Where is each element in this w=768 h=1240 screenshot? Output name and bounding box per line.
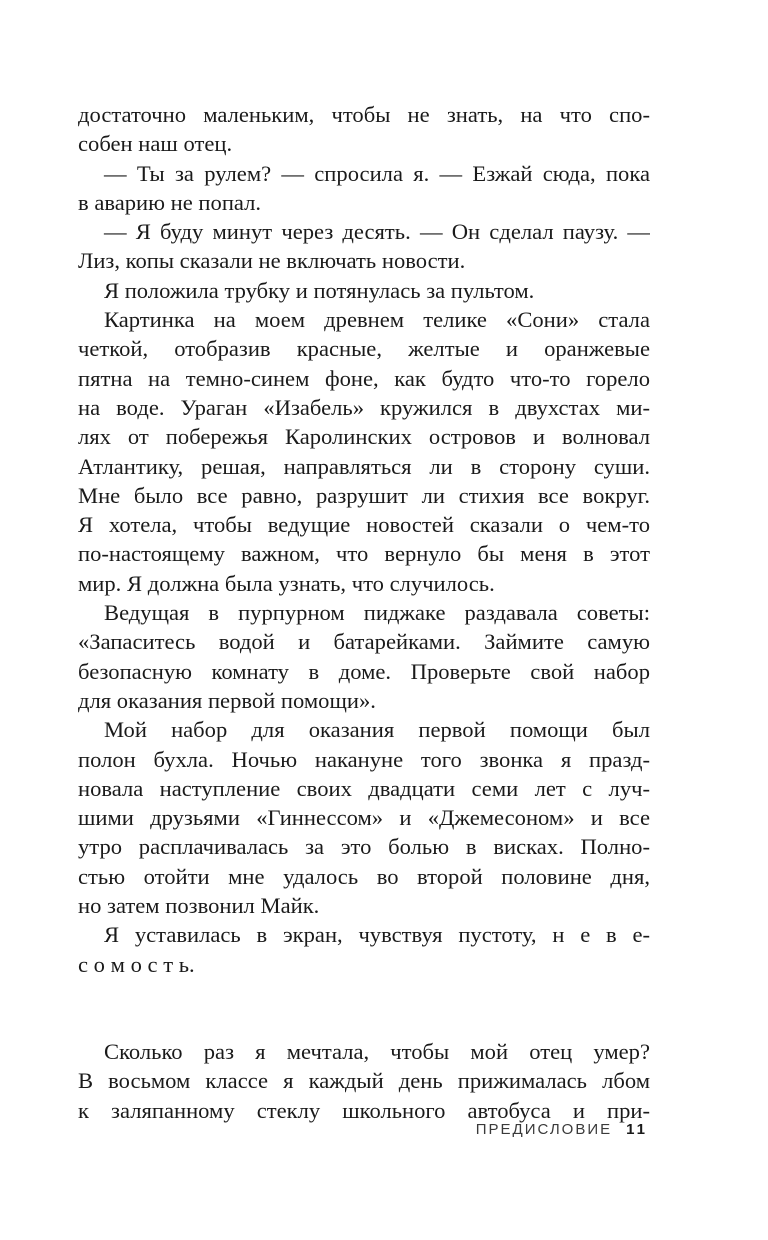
text-line: Я положила трубку и потянулась за пультом. (104, 277, 535, 303)
text-line: — Ты за рулем? — спросила я. — Езжай сюда, пока (104, 160, 650, 186)
text-line: с о м о с т ь. (78, 951, 195, 977)
text-line: мир. Я должна была узнать, что случилось. (78, 570, 495, 596)
text-line: «Запаситесь водой и батарейками. Займите самую (78, 629, 650, 655)
section-break (78, 979, 650, 1037)
text-line: четкой, отобразив красные, желтые и оранжевые (78, 336, 650, 362)
text-line: шими друзьями «Гиннессом» и «Джемесоном» и все (78, 805, 650, 831)
text-line: лях от побережья Каролинских островов и волновал (78, 424, 650, 450)
text-line: стью отойти мне удалось во второй половине дня, (78, 863, 650, 889)
text-line: Я уставилась в экран, чувствуя пустоту, н е в е- (104, 922, 650, 948)
running-footer-section: ПРЕДИСЛОВИЕ (475, 1121, 613, 1138)
text-line: Картинка на моем древнем телике «Сони» стала (104, 307, 650, 333)
text-line: безопасную комнату в доме. Проверьте свой набор (78, 658, 650, 684)
text-line: В восьмом классе я каждый день прижималась лбом (78, 1068, 650, 1094)
text-line: пятна на темно-синем фоне, как будто что-то горело (78, 365, 650, 391)
text-line: на воде. Ураган «Изабель» кружился в двухстах ми- (78, 394, 650, 420)
text-line: в аварию не попал. (78, 189, 262, 215)
text-line: Я хотела, чтобы ведущие новостей сказали о чем-то (78, 512, 650, 538)
text-line: собен наш отец. (78, 131, 233, 157)
page-footer (0, 1121, 648, 1138)
text-line: для оказания первой помощи». (78, 687, 376, 713)
text-line: утро расплачивалась за это болью в висках. Полно- (78, 834, 650, 860)
text-line: полон бухла. Ночью накануне того звонка я празд- (78, 746, 650, 772)
text-line: по-настоящему важном, что вернуло бы меня в этот (78, 541, 650, 567)
book-page-text (78, 100, 650, 1125)
text-line: Сколько раз я мечтала, чтобы мой отец умер? (104, 1038, 650, 1064)
text-line: Ведущая в пурпурном пиджаке раздавала советы: (104, 600, 650, 626)
text-line: к заляпанному стеклу школьного автобуса и при- (78, 1097, 650, 1123)
page-number: 11 (626, 1121, 648, 1138)
text-line: — Я буду минут через десять. — Он сделал паузу. — (104, 219, 650, 245)
text-line: Лиз, копы сказали не включать новости. (78, 248, 466, 274)
text-line: Атлантику, решая, направляться ли в сторону суши. (78, 453, 650, 479)
text-line: новала наступление своих двадцати семи лет с луч- (78, 775, 650, 801)
text-line: но затем позвонил Майк. (78, 893, 320, 919)
text-line: Мне было все равно, разрушит ли стихия все вокруг. (78, 482, 650, 508)
text-line: достаточно маленьким, чтобы не знать, на что спо- (78, 102, 650, 127)
text-line: Мой набор для оказания первой помощи был (104, 717, 650, 743)
